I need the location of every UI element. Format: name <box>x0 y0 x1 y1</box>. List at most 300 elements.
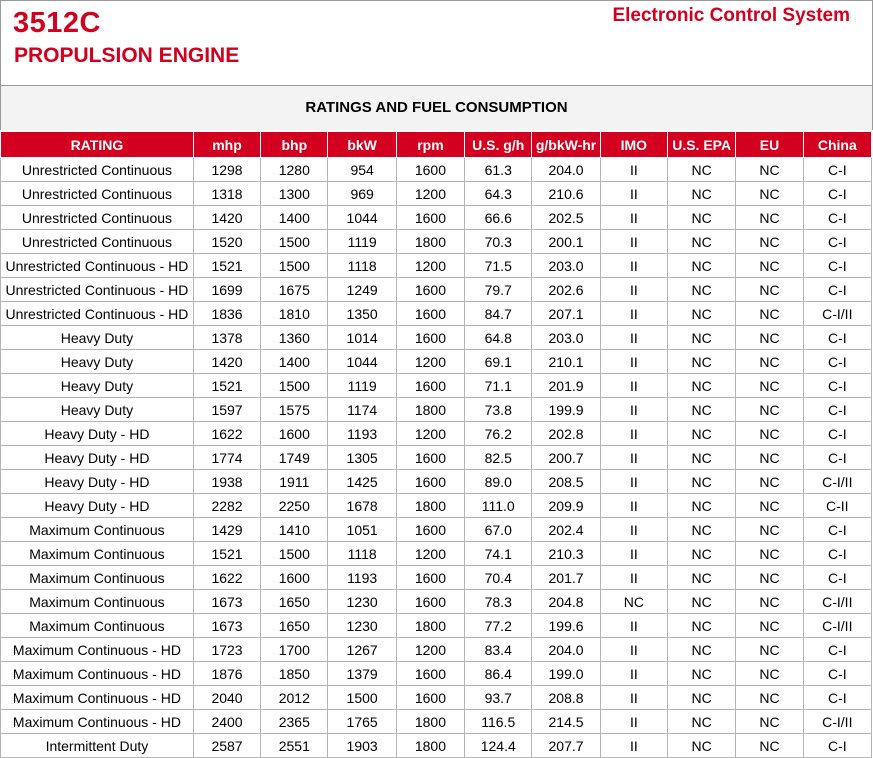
table-cell: 1650 <box>261 614 328 638</box>
table-cell: II <box>600 278 667 302</box>
table-cell: NC <box>736 590 803 614</box>
table-cell: 1379 <box>328 662 396 686</box>
table-cell: C-I <box>803 542 871 566</box>
table-cell: 1876 <box>193 662 260 686</box>
table-cell: NC <box>668 302 736 326</box>
table-cell: NC <box>668 278 736 302</box>
table-cell: 207.7 <box>532 734 600 758</box>
table-cell: II <box>600 662 667 686</box>
table-cell: II <box>600 230 667 254</box>
rating-cell: Heavy Duty - HD <box>1 422 194 446</box>
table-cell: 1200 <box>396 422 464 446</box>
table-cell: 1425 <box>328 470 396 494</box>
table-cell: 74.1 <box>465 542 532 566</box>
table-cell: NC <box>736 518 803 542</box>
table-cell: 1600 <box>396 374 464 398</box>
table-cell: 64.8 <box>465 326 532 350</box>
table-cell: 1410 <box>261 518 328 542</box>
table-cell: 1650 <box>261 590 328 614</box>
table-cell: 1420 <box>193 350 260 374</box>
table-cell: 70.4 <box>465 566 532 590</box>
table-cell: II <box>600 158 667 182</box>
table-cell: C-I/II <box>803 710 871 734</box>
table-cell: 1200 <box>396 350 464 374</box>
table-cell: II <box>600 734 667 758</box>
table-cell: NC <box>736 278 803 302</box>
table-cell: 1600 <box>396 662 464 686</box>
table-cell: 1174 <box>328 398 396 422</box>
column-header: China <box>803 132 871 158</box>
table-cell: NC <box>668 710 736 734</box>
table-cell: 1500 <box>261 542 328 566</box>
column-header: RATING <box>1 132 194 158</box>
table-cell: 202.6 <box>532 278 600 302</box>
table-cell: C-I <box>803 374 871 398</box>
table-cell: 1749 <box>261 446 328 470</box>
table-cell: 1836 <box>193 302 260 326</box>
table-row <box>1 350 872 374</box>
table-cell: 1600 <box>396 278 464 302</box>
table-cell: 1800 <box>396 230 464 254</box>
table-cell: C-I <box>803 158 871 182</box>
table-row <box>1 278 872 302</box>
table-cell: II <box>600 398 667 422</box>
table-cell: 1600 <box>396 566 464 590</box>
table-cell: 2012 <box>261 686 328 710</box>
column-header: mhp <box>193 132 260 158</box>
table-row <box>1 614 872 638</box>
table-cell: C-I <box>803 230 871 254</box>
table-cell: 1600 <box>396 158 464 182</box>
table-row <box>1 518 872 542</box>
table-cell: 1765 <box>328 710 396 734</box>
table-cell: 61.3 <box>465 158 532 182</box>
rating-cell: Maximum Continuous <box>1 518 194 542</box>
table-cell: 1600 <box>396 518 464 542</box>
column-header: rpm <box>396 132 464 158</box>
table-cell: 199.9 <box>532 398 600 422</box>
table-cell: NC <box>668 542 736 566</box>
table-cell: 1600 <box>261 566 328 590</box>
table-cell: C-I/II <box>803 470 871 494</box>
column-header: bhp <box>261 132 328 158</box>
table-cell: 210.6 <box>532 182 600 206</box>
table-cell: 1800 <box>396 710 464 734</box>
table-cell: 1800 <box>396 398 464 422</box>
table-cell: II <box>600 446 667 470</box>
table-cell: NC <box>668 254 736 278</box>
table-cell: 76.2 <box>465 422 532 446</box>
table-cell: 116.5 <box>465 710 532 734</box>
table-cell: 209.9 <box>532 494 600 518</box>
rating-cell: Heavy Duty - HD <box>1 494 194 518</box>
table-cell: NC <box>600 590 667 614</box>
page-header <box>0 0 873 86</box>
table-cell: 1521 <box>193 542 260 566</box>
table-cell: C-I <box>803 254 871 278</box>
table-cell: 1500 <box>261 230 328 254</box>
table-cell: NC <box>668 614 736 638</box>
table-cell: II <box>600 566 667 590</box>
table-cell: NC <box>736 686 803 710</box>
table-cell: 200.1 <box>532 230 600 254</box>
table-cell: 84.7 <box>465 302 532 326</box>
table-cell: C-I <box>803 734 871 758</box>
table-row <box>1 326 872 350</box>
rating-cell: Intermittent Duty <box>1 734 194 758</box>
table-cell: 2365 <box>261 710 328 734</box>
engine-type-title: PROPULSION ENGINE <box>14 44 240 67</box>
table-cell: 1500 <box>261 374 328 398</box>
table-cell: 1800 <box>396 614 464 638</box>
table-cell: NC <box>736 374 803 398</box>
table-cell: NC <box>668 686 736 710</box>
table-cell: 66.6 <box>465 206 532 230</box>
rating-cell: Maximum Continuous <box>1 542 194 566</box>
table-cell: NC <box>736 734 803 758</box>
table-cell: C-I <box>803 182 871 206</box>
table-cell: 1622 <box>193 566 260 590</box>
table-cell: 1600 <box>396 686 464 710</box>
table-cell: 111.0 <box>465 494 532 518</box>
table-cell: II <box>600 422 667 446</box>
table-row <box>1 254 872 278</box>
table-cell: 67.0 <box>465 518 532 542</box>
table-cell: NC <box>736 398 803 422</box>
table-cell: 1051 <box>328 518 396 542</box>
table-cell: 79.7 <box>465 278 532 302</box>
table-cell: 69.1 <box>465 350 532 374</box>
rating-cell: Maximum Continuous <box>1 614 194 638</box>
table-cell: NC <box>736 422 803 446</box>
table-cell: 2587 <box>193 734 260 758</box>
table-cell: 1600 <box>396 590 464 614</box>
table-cell: NC <box>736 182 803 206</box>
table-cell: 1014 <box>328 326 396 350</box>
table-cell: NC <box>668 230 736 254</box>
table-cell: NC <box>736 542 803 566</box>
rating-cell: Heavy Duty - HD <box>1 446 194 470</box>
section-title: RATINGS AND FUEL CONSUMPTION <box>0 86 873 130</box>
table-row <box>1 566 872 590</box>
table-cell: NC <box>736 350 803 374</box>
table-cell: 1575 <box>261 398 328 422</box>
table-cell: 1600 <box>396 302 464 326</box>
table-cell: 1118 <box>328 254 396 278</box>
table-cell: 1400 <box>261 206 328 230</box>
table-cell: 2551 <box>261 734 328 758</box>
table-cell: 210.1 <box>532 350 600 374</box>
table-cell: 1810 <box>261 302 328 326</box>
table-cell: NC <box>668 158 736 182</box>
rating-cell: Unrestricted Continuous <box>1 158 194 182</box>
table-cell: 77.2 <box>465 614 532 638</box>
table-cell: C-I/II <box>803 302 871 326</box>
table-row <box>1 686 872 710</box>
table-cell: 1200 <box>396 254 464 278</box>
table-cell: NC <box>736 494 803 518</box>
table-cell: 82.5 <box>465 446 532 470</box>
table-cell: 2250 <box>261 494 328 518</box>
table-cell: 71.5 <box>465 254 532 278</box>
table-cell: 1673 <box>193 614 260 638</box>
table-cell: 204.0 <box>532 158 600 182</box>
rating-cell: Heavy Duty <box>1 350 194 374</box>
table-cell: 208.8 <box>532 686 600 710</box>
table-cell: II <box>600 326 667 350</box>
table-cell: 1118 <box>328 542 396 566</box>
table-row <box>1 230 872 254</box>
table-cell: 1350 <box>328 302 396 326</box>
table-cell: 93.7 <box>465 686 532 710</box>
table-cell: II <box>600 206 667 230</box>
table-cell: 203.0 <box>532 326 600 350</box>
table-cell: NC <box>668 566 736 590</box>
table-cell: II <box>600 494 667 518</box>
table-row <box>1 398 872 422</box>
table-cell: 1305 <box>328 446 396 470</box>
table-cell: 1600 <box>396 470 464 494</box>
rating-cell: Heavy Duty <box>1 374 194 398</box>
table-cell: NC <box>668 470 736 494</box>
table-cell: 1119 <box>328 374 396 398</box>
table-cell: 1911 <box>261 470 328 494</box>
table-cell: 89.0 <box>465 470 532 494</box>
rating-cell: Maximum Continuous - HD <box>1 662 194 686</box>
table-cell: 71.1 <box>465 374 532 398</box>
rating-cell: Heavy Duty - HD <box>1 470 194 494</box>
table-cell: C-I <box>803 206 871 230</box>
table-cell: NC <box>736 446 803 470</box>
table-cell: 1600 <box>261 422 328 446</box>
table-row <box>1 302 872 326</box>
table-cell: NC <box>736 230 803 254</box>
table-row <box>1 446 872 470</box>
table-cell: C-I <box>803 350 871 374</box>
table-cell: 1673 <box>193 590 260 614</box>
table-cell: NC <box>736 206 803 230</box>
table-cell: II <box>600 542 667 566</box>
table-cell: 1119 <box>328 230 396 254</box>
table-cell: II <box>600 254 667 278</box>
table-cell: NC <box>668 638 736 662</box>
table-row <box>1 182 872 206</box>
control-system-label: Electronic Control System <box>612 5 850 26</box>
table-cell: NC <box>668 182 736 206</box>
table-cell: 1200 <box>396 182 464 206</box>
table-cell: 1044 <box>328 350 396 374</box>
table-row <box>1 662 872 686</box>
table-cell: 2040 <box>193 686 260 710</box>
table-cell: II <box>600 614 667 638</box>
table-cell: 1520 <box>193 230 260 254</box>
table-cell: C-I/II <box>803 614 871 638</box>
table-cell: C-I <box>803 278 871 302</box>
table-cell: NC <box>736 662 803 686</box>
rating-cell: Maximum Continuous - HD <box>1 686 194 710</box>
table-cell: 214.5 <box>532 710 600 734</box>
table-cell: 1044 <box>328 206 396 230</box>
rating-cell: Heavy Duty <box>1 326 194 350</box>
table-cell: 1597 <box>193 398 260 422</box>
table-row <box>1 422 872 446</box>
table-cell: 1700 <box>261 638 328 662</box>
table-cell: 1903 <box>328 734 396 758</box>
table-cell: 1850 <box>261 662 328 686</box>
table-cell: 1318 <box>193 182 260 206</box>
table-cell: 1622 <box>193 422 260 446</box>
table-cell: 1249 <box>328 278 396 302</box>
rating-cell: Unrestricted Continuous - HD <box>1 278 194 302</box>
table-body <box>1 158 872 758</box>
table-cell: 1267 <box>328 638 396 662</box>
table-cell: 1600 <box>396 446 464 470</box>
table-cell: NC <box>736 638 803 662</box>
table-cell: II <box>600 518 667 542</box>
table-row <box>1 590 872 614</box>
rating-cell: Unrestricted Continuous - HD <box>1 302 194 326</box>
table-cell: 1400 <box>261 350 328 374</box>
table-cell: 83.4 <box>465 638 532 662</box>
table-cell: 1230 <box>328 614 396 638</box>
table-row <box>1 710 872 734</box>
table-cell: II <box>600 302 667 326</box>
table-cell: 1360 <box>261 326 328 350</box>
table-cell: C-I/II <box>803 590 871 614</box>
rating-cell: Maximum Continuous - HD <box>1 710 194 734</box>
table-cell: 1675 <box>261 278 328 302</box>
table-cell: 1429 <box>193 518 260 542</box>
table-cell: 202.5 <box>532 206 600 230</box>
table-cell: NC <box>668 350 736 374</box>
table-cell: 1200 <box>396 638 464 662</box>
table-cell: 1500 <box>328 686 396 710</box>
table-cell: 86.4 <box>465 662 532 686</box>
table-cell: 210.3 <box>532 542 600 566</box>
table-cell: II <box>600 374 667 398</box>
table-row <box>1 158 872 182</box>
table-cell: 1600 <box>396 206 464 230</box>
table-cell: II <box>600 638 667 662</box>
table-cell: 954 <box>328 158 396 182</box>
table-header-row <box>1 132 872 158</box>
table-cell: 203.0 <box>532 254 600 278</box>
table-cell: II <box>600 182 667 206</box>
table-cell: 1800 <box>396 494 464 518</box>
table-cell: 1298 <box>193 158 260 182</box>
table-cell: 1300 <box>261 182 328 206</box>
table-cell: 1521 <box>193 254 260 278</box>
table-cell: 1500 <box>261 254 328 278</box>
table-cell: NC <box>736 254 803 278</box>
table-cell: II <box>600 686 667 710</box>
table-cell: C-I <box>803 422 871 446</box>
table-cell: 2282 <box>193 494 260 518</box>
table-cell: 207.1 <box>532 302 600 326</box>
rating-cell: Maximum Continuous <box>1 566 194 590</box>
rating-cell: Maximum Continuous <box>1 590 194 614</box>
table-cell: C-I <box>803 518 871 542</box>
table-cell: 204.8 <box>532 590 600 614</box>
table-cell: II <box>600 470 667 494</box>
table-cell: 201.7 <box>532 566 600 590</box>
table-cell: II <box>600 350 667 374</box>
rating-cell: Unrestricted Continuous - HD <box>1 254 194 278</box>
table-cell: C-I <box>803 326 871 350</box>
table-cell: 1193 <box>328 422 396 446</box>
table-cell: 208.5 <box>532 470 600 494</box>
table-cell: 78.3 <box>465 590 532 614</box>
table-cell: 201.9 <box>532 374 600 398</box>
table-cell: 1699 <box>193 278 260 302</box>
table-cell: C-I <box>803 398 871 422</box>
table-cell: NC <box>668 422 736 446</box>
table-cell: 199.0 <box>532 662 600 686</box>
table-cell: 70.3 <box>465 230 532 254</box>
ratings-table <box>0 131 872 758</box>
table-cell: C-I <box>803 446 871 470</box>
table-cell: 1200 <box>396 542 464 566</box>
table-cell: II <box>600 710 667 734</box>
table-cell: 202.8 <box>532 422 600 446</box>
table-cell: 1230 <box>328 590 396 614</box>
rating-cell: Maximum Continuous - HD <box>1 638 194 662</box>
table-cell: NC <box>668 662 736 686</box>
table-cell: NC <box>668 374 736 398</box>
table-cell: 64.3 <box>465 182 532 206</box>
column-header: bkW <box>328 132 396 158</box>
table-row <box>1 494 872 518</box>
table-row <box>1 638 872 662</box>
engine-model-title: 3512C <box>13 7 101 39</box>
table-cell: 124.4 <box>465 734 532 758</box>
table-cell: 2400 <box>193 710 260 734</box>
rating-cell: Heavy Duty <box>1 398 194 422</box>
column-header: IMO <box>600 132 667 158</box>
table-cell: 1723 <box>193 638 260 662</box>
table-cell: 1774 <box>193 446 260 470</box>
table-cell: 204.0 <box>532 638 600 662</box>
table-cell: 73.8 <box>465 398 532 422</box>
table-cell: 1280 <box>261 158 328 182</box>
rating-cell: Unrestricted Continuous <box>1 230 194 254</box>
table-cell: NC <box>668 446 736 470</box>
table-cell: 1193 <box>328 566 396 590</box>
table-cell: NC <box>736 614 803 638</box>
table-row <box>1 470 872 494</box>
table-cell: C-I <box>803 638 871 662</box>
column-header: EU <box>736 132 803 158</box>
table-cell: NC <box>736 566 803 590</box>
table-cell: NC <box>736 470 803 494</box>
table-cell: 199.6 <box>532 614 600 638</box>
table-cell: NC <box>668 326 736 350</box>
table-cell: 1800 <box>396 734 464 758</box>
table-cell: 1521 <box>193 374 260 398</box>
table-cell: NC <box>668 494 736 518</box>
table-cell: 1600 <box>396 326 464 350</box>
table-row <box>1 542 872 566</box>
table-cell: 202.4 <box>532 518 600 542</box>
table-cell: NC <box>736 710 803 734</box>
table-cell: C-I <box>803 566 871 590</box>
column-header: g/bkW-hr <box>532 132 600 158</box>
rating-cell: Unrestricted Continuous <box>1 206 194 230</box>
column-header: U.S. EPA <box>668 132 736 158</box>
table-cell: C-II <box>803 494 871 518</box>
table-cell: C-I <box>803 662 871 686</box>
table-row <box>1 206 872 230</box>
